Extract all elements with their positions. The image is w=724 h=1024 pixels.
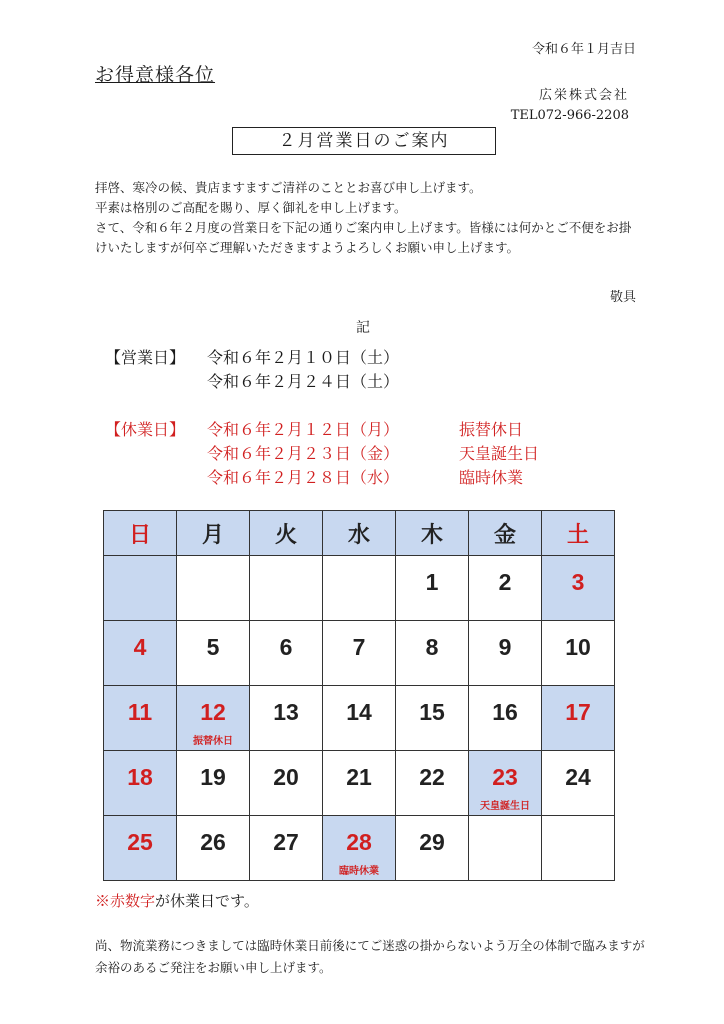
- calendar-week-row: [104, 751, 615, 816]
- calendar-day-cell: [177, 816, 250, 881]
- calendar-day-cell: [396, 816, 469, 881]
- business-day: 令和６年２月２４日（土）: [207, 372, 400, 391]
- letter-body: [95, 178, 640, 258]
- calendar-day-cell: [396, 556, 469, 621]
- calendar-day-number: 14: [346, 699, 372, 725]
- calendar-day-cell: [469, 621, 542, 686]
- calendar-day-cell: [250, 816, 323, 881]
- february-calendar: [103, 510, 615, 881]
- holiday-date: 令和６年２月２３日（金）: [207, 444, 400, 463]
- calendar-day-number: 7: [352, 634, 366, 660]
- issue-date: 令和６年１月吉日: [531, 42, 636, 57]
- calendar-day-number: 3: [571, 569, 585, 595]
- weekday-wed: 水: [323, 511, 396, 556]
- weekday-fri: 金: [469, 511, 542, 556]
- calendar-day-cell: [104, 556, 177, 621]
- calendar-day-number: 20: [273, 764, 299, 790]
- calendar-week-row: [104, 556, 615, 621]
- calendar-day-cell: [542, 751, 615, 816]
- legend-text: が休業日です。: [155, 892, 259, 910]
- calendar-day-number: 2: [498, 569, 512, 595]
- calendar-day-number: 8: [425, 634, 439, 660]
- weekday-thu: 木: [396, 511, 469, 556]
- holiday-date: 令和６年２月２８日（水）: [207, 468, 400, 487]
- calendar-day-cell: [396, 621, 469, 686]
- calendar-day-number: 13: [273, 699, 299, 725]
- calendar-day-number: 28: [346, 829, 372, 855]
- calendar-week-row: [104, 621, 615, 686]
- company-name: 広栄株式会社: [538, 88, 629, 103]
- calendar-day-cell: [469, 816, 542, 881]
- calendar-day-cell: [177, 751, 250, 816]
- calendar-day-cell: [250, 621, 323, 686]
- weekday-sat: 土: [542, 511, 615, 556]
- calendar-day-cell: [323, 556, 396, 621]
- footer-note: 尚、物流業務につきましては臨時休業日前後にてご迷惑の掛からないよう万全の体制で臨みますが余裕のあるご発注をお願い申し上げます。: [95, 938, 645, 975]
- calendar-holiday-note: 振替休日: [193, 736, 233, 747]
- holiday-reason: 臨時休業: [459, 468, 524, 487]
- calendar-day-number: 19: [200, 764, 226, 790]
- calendar-day-cell: [542, 816, 615, 881]
- calendar-day-number: 24: [565, 764, 591, 790]
- company-phone: TEL072-966-2208: [510, 108, 629, 123]
- calendar-holiday-note: 天皇誕生日: [480, 801, 530, 812]
- business-days-label: 【営業日】: [105, 348, 186, 367]
- calendar-day-number: 11: [127, 699, 153, 725]
- calendar-day-cell: [542, 686, 615, 751]
- calendar-day-cell: [104, 816, 177, 881]
- calendar-day-cell: [469, 556, 542, 621]
- calendar-holiday-note: 臨時休業: [339, 866, 379, 877]
- calendar-day-cell: [542, 621, 615, 686]
- calendar-day-cell: [104, 686, 177, 751]
- legend-highlight: 赤数字: [110, 892, 156, 910]
- legend-prefix: ※: [95, 892, 111, 910]
- calendar-day-number: 23: [492, 764, 518, 790]
- weekday-sun: 日: [104, 511, 177, 556]
- calendar-day-number: 5: [206, 634, 220, 660]
- calendar-day-number: 25: [127, 829, 153, 855]
- holiday-reason: 振替休日: [459, 420, 524, 439]
- body-line: 平素は格別のご高配を賜り、厚く御礼を申し上げます。: [95, 200, 407, 215]
- body-line: さて、令和６年２月度の営業日を下記の通りご案内申し上げます。皆様には何かとご不便をお掛けいたしますが何卒ご理解いただきますようよろしくお願い申し上げます。: [95, 220, 632, 255]
- calendar-day-number: 29: [419, 829, 445, 855]
- calendar-day-number: 17: [565, 699, 591, 725]
- calendar-week-row: [104, 686, 615, 751]
- calendar-day-number: 21: [346, 764, 372, 790]
- business-day: 令和６年２月１０日（土）: [207, 348, 400, 367]
- weekday-mon: 月: [177, 511, 250, 556]
- calendar-day-cell: [469, 686, 542, 751]
- legend-note: [95, 890, 259, 911]
- calendar-day-number: 22: [419, 764, 445, 790]
- calendar-day-number: 12: [200, 699, 226, 725]
- calendar-day-cell: [177, 556, 250, 621]
- business-days-section: [104, 346, 400, 394]
- calendar-day-cell: [177, 686, 250, 751]
- ki-heading: 記: [356, 320, 370, 336]
- calendar-day-cell: [396, 686, 469, 751]
- calendar-day-cell: [104, 621, 177, 686]
- calendar-day-cell: [250, 751, 323, 816]
- calendar-day-number: 15: [419, 699, 445, 725]
- holiday-reason: 天皇誕生日: [459, 444, 540, 463]
- calendar-day-cell: [323, 686, 396, 751]
- calendar-day-number: 4: [133, 634, 147, 660]
- recipient: お得意様各位: [95, 64, 216, 86]
- calendar-day-cell: [469, 751, 542, 816]
- calendar-day-number: 6: [279, 634, 293, 660]
- document-title: ２月営業日のご案内: [232, 127, 496, 155]
- calendar-day-cell: [250, 686, 323, 751]
- calendar-day-cell: [323, 751, 396, 816]
- calendar-day-number: 16: [492, 699, 518, 725]
- calendar-day-number: 1: [425, 569, 439, 595]
- weekday-header-row: [104, 511, 615, 556]
- calendar-day-number: 18: [127, 764, 153, 790]
- calendar-day-number: 10: [565, 634, 591, 660]
- calendar-day-cell: [323, 621, 396, 686]
- calendar-day-cell: [104, 751, 177, 816]
- body-line: 拝啓、寒冷の候、貴店ますますご清祥のこととお喜び申し上げます。: [95, 180, 482, 195]
- holidays-section: [104, 418, 540, 490]
- closing: 敬具: [609, 290, 636, 305]
- calendar-day-number: 9: [498, 634, 512, 660]
- weekday-tue: 火: [250, 511, 323, 556]
- holiday-date: 令和６年２月１２日（月）: [207, 420, 400, 439]
- calendar-day-number: 26: [200, 829, 226, 855]
- calendar-day-cell: [250, 556, 323, 621]
- calendar-day-cell: [542, 556, 615, 621]
- holidays-label: 【休業日】: [105, 420, 186, 439]
- calendar-week-row: [104, 816, 615, 881]
- calendar-day-cell: [396, 751, 469, 816]
- calendar-day-cell: [177, 621, 250, 686]
- calendar-day-cell: [323, 816, 396, 881]
- calendar-day-number: 27: [273, 829, 299, 855]
